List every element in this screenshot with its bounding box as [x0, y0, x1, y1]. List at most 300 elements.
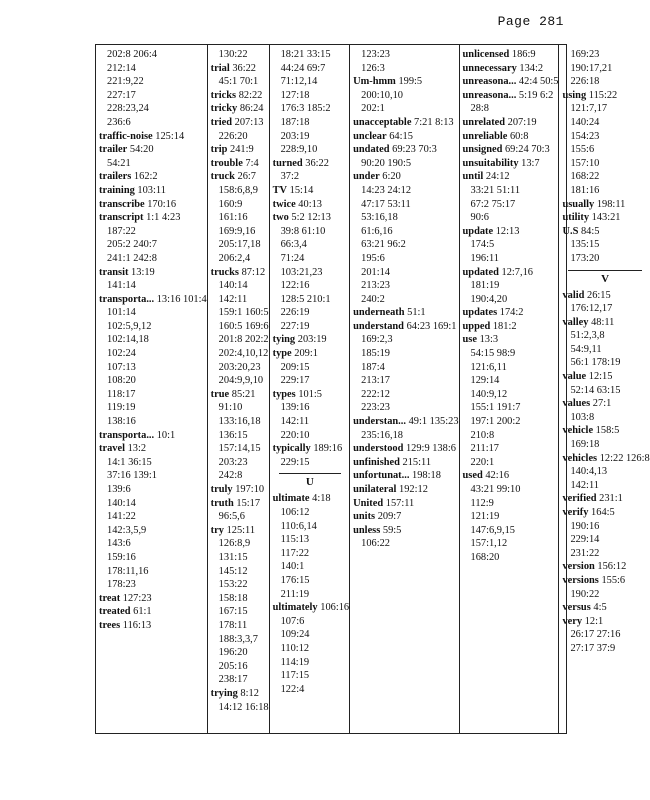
index-entry: [211, 157, 269, 171]
page-line-ref: 240:2: [361, 293, 385, 305]
index-entry: [562, 506, 649, 520]
index-entry: [353, 170, 458, 184]
page-line-ref: 115:22: [588, 89, 618, 101]
page-line-ref: 229:17: [280, 375, 310, 387]
index-term: treated: [99, 606, 131, 618]
page-line-ref: 181:19: [470, 280, 500, 292]
page-line-ref: 203:23: [218, 456, 248, 468]
index-column: [269, 45, 350, 733]
page-line-ref: 155:6: [570, 144, 595, 156]
index-term: tying: [272, 334, 296, 346]
page-line-ref: 12:22 126:8: [599, 452, 650, 464]
index-term: unsuitability: [462, 157, 519, 169]
index-entry: [562, 492, 649, 506]
page-line-ref: 13:16 101:4: [156, 293, 207, 305]
page-line-ref: 129:9 138:6: [405, 443, 456, 455]
page-line-ref: 42:4 50:5: [518, 76, 559, 88]
index-term: unacceptable: [353, 116, 412, 128]
index-entry: [273, 442, 350, 456]
index-entry: [273, 347, 350, 361]
page-line-ref: 139:6: [107, 484, 131, 495]
page-line-ref: 202:4,10,12: [218, 348, 269, 360]
page-line-ref: 212:14: [107, 62, 136, 74]
page-line-ref: 135:15: [570, 239, 600, 251]
index-entry: [273, 601, 350, 615]
page-line-ref: 102:24: [107, 348, 136, 360]
page-line-ref: 84:5: [580, 225, 600, 237]
page-line-ref: 169:9,16: [218, 225, 256, 237]
index-term: update: [462, 225, 494, 237]
index-entry: [562, 452, 649, 466]
index-entry: [273, 333, 350, 347]
page-line-ref: 118:17: [107, 388, 136, 400]
page-line-ref: 157:14,15: [218, 443, 261, 455]
index-entry: [562, 601, 649, 615]
page-line-ref: 87:12: [241, 266, 266, 278]
page-line-ref: 71:12,14: [280, 76, 318, 88]
index-term: typically: [272, 443, 311, 455]
index-term: used: [462, 470, 483, 482]
page-line-ref: 168:22: [570, 171, 600, 183]
page-line-ref: 24:12: [485, 171, 510, 183]
page-line-ref: 140:24: [570, 116, 600, 128]
page-line-ref: 229:15: [280, 456, 310, 468]
index-term: version: [562, 561, 595, 573]
page-line-ref: 13:2: [127, 443, 147, 455]
index-entry: [463, 130, 559, 144]
page-line-ref: 242:8: [218, 470, 243, 482]
index-term: verify: [562, 507, 589, 518]
index-entry: [99, 130, 207, 144]
index-term: tricky: [210, 103, 238, 115]
page-line-ref: 139:16: [280, 402, 310, 414]
page-line-ref: 140:9,12: [470, 388, 508, 400]
page-line-ref: 162:2: [133, 171, 158, 183]
page-line-ref: 188:3,3,7: [218, 633, 258, 645]
index-term: utility: [562, 212, 590, 224]
page-line-ref: 106:12: [280, 507, 310, 518]
page-line-ref: 161:16: [218, 212, 248, 224]
index-entry: [562, 89, 649, 103]
page-line-ref: 36:22: [232, 62, 256, 74]
page-line-ref: 39:8 61:10: [280, 225, 326, 237]
page-line-ref: 228:23,24: [107, 103, 149, 115]
page-line-ref: 226:19: [280, 307, 310, 319]
index-entry: [211, 143, 269, 157]
page-line-ref: 126:8,9: [218, 538, 251, 550]
page-line-ref: 221:9,22: [107, 76, 144, 88]
index-term: Um-hmm: [353, 76, 396, 88]
index-term: ultimate: [272, 493, 310, 505]
index-entry: [99, 592, 207, 606]
page-line-ref: 26:17 27:16: [570, 629, 621, 641]
page-line-ref: 198:18: [412, 470, 441, 482]
index-entry: [562, 225, 649, 239]
index-entry: [353, 483, 458, 497]
page-line-ref: 143:21: [591, 212, 621, 224]
index-term: trailers: [99, 171, 132, 183]
index-entry: [353, 469, 458, 483]
index-entry: [463, 89, 559, 103]
page-line-ref: 190:17,21: [570, 62, 613, 74]
index-entry: [273, 388, 350, 402]
page-line-ref: 18:21 33:15: [280, 49, 331, 60]
index-term: United: [353, 497, 384, 509]
page-line-ref: 220:1: [470, 456, 495, 468]
page-line-ref: 63:21 96:2: [361, 239, 406, 251]
page-line-ref: 176:12,17: [570, 303, 613, 315]
page-line-ref: 211:19: [280, 588, 310, 600]
index-term: until: [462, 171, 484, 183]
page-line-ref: 231:1: [599, 493, 623, 505]
page-line-ref: 178:23: [107, 579, 136, 591]
page-line-ref: 15:14: [289, 184, 314, 196]
index-entry: [99, 170, 207, 184]
page-line-ref: 231:22: [570, 547, 600, 559]
page-line-ref: 91:10: [218, 402, 243, 414]
page-line-ref: 47:17 53:11: [361, 198, 411, 210]
page-line-ref: 235:16,18: [361, 429, 403, 441]
page-line-ref: 102:5,9,12: [107, 320, 152, 332]
page-line-ref: 189:16: [313, 443, 343, 455]
page-line-ref: 140:14: [107, 497, 136, 509]
index-entry: [353, 320, 458, 334]
index-entry: [463, 157, 559, 171]
index-entry: [562, 574, 649, 588]
index-entry: [99, 266, 207, 280]
page-line-ref: 5:19 6:2: [518, 89, 554, 101]
index-term: valid: [562, 289, 585, 301]
index-entry: [353, 456, 458, 470]
index-term: transporta...: [99, 429, 155, 441]
index-term: very: [562, 615, 583, 627]
index-term: turned: [272, 157, 303, 169]
page-line-ref: 112:9: [470, 497, 494, 509]
page-line-ref: 28:8: [470, 103, 489, 115]
page-line-ref: 226:20: [218, 130, 248, 142]
page-line-ref: 42:16: [485, 470, 510, 482]
index-term: twice: [272, 198, 296, 210]
page-line-ref: 114:19: [280, 656, 310, 668]
page-line-ref: 157:11: [385, 497, 415, 509]
index-term: transporta...: [99, 293, 155, 305]
page-line-ref: 169:2,3: [361, 334, 393, 346]
page-line-ref: 52:14 63:15: [570, 384, 621, 396]
page-line-ref: 192:12: [399, 484, 428, 495]
page-line-ref: 178:11,16: [107, 565, 149, 577]
page-line-ref: 209:7: [377, 511, 402, 523]
page-line-ref: 203:19: [297, 334, 327, 346]
index-entry: [353, 442, 458, 456]
index-term: trial: [210, 62, 230, 74]
index-entry: [211, 497, 269, 511]
page-line-ref: 12:1: [584, 615, 604, 627]
page-line-ref: 173:20: [570, 252, 600, 264]
page-line-ref: 141:22: [107, 511, 136, 523]
page-line-ref: 101:5: [298, 388, 322, 400]
index-term: types: [272, 388, 296, 400]
page-line-ref: 203:20,23: [218, 361, 261, 373]
index-entry: [353, 75, 458, 89]
page-line-ref: 4:5: [593, 602, 607, 614]
index-entry: [562, 316, 649, 330]
page-line-ref: 195:6: [361, 252, 385, 264]
index-entry: [463, 333, 559, 347]
index-entry: [99, 143, 207, 157]
page-line-ref: 6:20: [382, 171, 401, 183]
page-line-ref: 157:1,12: [470, 538, 508, 550]
page-line-ref: 202:1: [361, 103, 385, 115]
page-line-ref: 121:7,17: [570, 103, 608, 115]
page-line-ref: 64:15: [389, 130, 413, 142]
index-term: trouble: [210, 157, 243, 169]
page-line-ref: 125:11: [226, 524, 256, 536]
index-entry: [562, 370, 649, 384]
index-entry: [273, 184, 350, 198]
page-line-ref: 49:1 135:23: [408, 416, 459, 428]
index-term: value: [562, 371, 587, 383]
index-entry: [211, 266, 269, 280]
page-line-ref: 82:22: [238, 89, 263, 101]
page-line-ref: 236:6: [107, 116, 131, 128]
page-line-ref: 115:13: [280, 534, 310, 546]
page-line-ref: 169:18: [570, 439, 600, 451]
page-line-ref: 223:23: [361, 402, 390, 414]
page-line-ref: 181:16: [570, 184, 600, 196]
page-line-ref: 207:19: [507, 116, 537, 128]
page-line-ref: 51:1: [407, 307, 426, 319]
page-line-ref: 207:13: [234, 116, 264, 128]
page-line-ref: 109:24: [280, 629, 310, 641]
page-line-ref: 197:10: [235, 484, 265, 495]
index-term: undated: [353, 144, 390, 156]
index-entry: [273, 157, 350, 171]
page-line-ref: 206:2,4: [218, 252, 251, 264]
page-line-ref: 53:16,18: [361, 212, 398, 224]
index-term: trying: [210, 687, 238, 699]
page-line-ref: 12:15: [588, 371, 613, 383]
index-term: vehicle: [562, 425, 594, 437]
page-line-ref: 155:6: [601, 574, 626, 586]
page-line-ref: 158:5: [595, 425, 620, 437]
page-line-ref: 5:2 12:13: [291, 212, 331, 224]
index-entry: [562, 198, 649, 212]
page-line-ref: 103:21,23: [280, 266, 323, 278]
index-entry: [463, 225, 559, 239]
page-line-ref: 106:22: [361, 538, 390, 550]
index-term: using: [562, 89, 587, 101]
index-entry: [562, 397, 649, 411]
index-entry: [211, 116, 269, 130]
page-line-ref: 7:4: [245, 157, 259, 169]
page-line-ref: 117:22: [280, 547, 310, 559]
page-line-ref: 157:10: [570, 157, 600, 169]
index-term: valley: [562, 316, 589, 328]
page-line-ref: 37:2: [280, 171, 300, 183]
page-line-ref: 54:21: [107, 157, 131, 169]
page-line-ref: 12:13: [495, 225, 520, 237]
index-column: [349, 45, 458, 733]
page-line-ref: 228:9,10: [280, 144, 318, 156]
index-term: type: [272, 348, 292, 360]
index-term: trees: [99, 619, 121, 631]
page-line-ref: 156:12: [597, 561, 627, 573]
index-entry: [273, 492, 350, 506]
index-entry: [211, 483, 269, 497]
index-entry: [99, 442, 207, 456]
page-line-ref: 61:1: [133, 606, 152, 618]
index-entry: [353, 415, 458, 429]
index-entry: [211, 388, 269, 402]
index-term: truth: [210, 497, 234, 509]
index-term: transcribe: [99, 198, 145, 210]
index-term: unfinished: [353, 456, 400, 468]
page-line-ref: 7:21 8:13: [414, 116, 454, 128]
page-line-ref: 138:16: [107, 416, 136, 428]
page-line-ref: 140:1: [280, 561, 305, 573]
index-entry: [211, 62, 269, 76]
index-entry: [562, 560, 649, 574]
page-line-ref: 117:15: [280, 670, 310, 682]
index-term: unrelated: [462, 116, 506, 128]
page-line-ref: 178:11: [218, 619, 248, 631]
index-term: transit: [99, 266, 129, 278]
page-line-ref: 199:5: [398, 76, 423, 88]
page-line-ref: 186:9: [511, 49, 536, 60]
page-line-ref: 85:21: [231, 388, 256, 400]
page-line-ref: 10:1: [156, 429, 176, 441]
page-line-ref: 140:4,13: [570, 466, 608, 478]
page-line-ref: 142:3,5,9: [107, 524, 147, 536]
page-line-ref: 210:8: [470, 429, 495, 441]
index-term: training: [99, 184, 135, 196]
page-line-ref: 36:22: [305, 157, 329, 169]
page-line-ref: 27:17 37:9: [570, 642, 616, 654]
index-entry: [463, 320, 559, 334]
index-entry: [463, 143, 559, 157]
page-line-ref: 190:16: [570, 520, 600, 532]
page-line-ref: 154:23: [570, 130, 600, 142]
page-line-ref: 131:15: [218, 551, 248, 563]
index-entry: [562, 289, 649, 303]
index-entry: [353, 306, 458, 320]
page-line-ref: 133:16,18: [218, 416, 261, 428]
page-line-ref: 13:19: [131, 266, 155, 278]
page-line-ref: 187:4: [361, 361, 385, 373]
index-term: U.S: [562, 225, 579, 237]
page-line-ref: 181:2: [492, 320, 517, 332]
page-number: Page 281: [497, 14, 564, 29]
page-line-ref: 213:23: [361, 280, 390, 292]
page-line-ref: 128:5 210:1: [280, 293, 331, 305]
index-column: [207, 45, 269, 733]
index-entry: [211, 170, 269, 184]
page-line-ref: 222:12: [361, 388, 390, 400]
page-line-ref: 200:10,10: [361, 89, 403, 101]
page-line-ref: 44:24 69:7: [280, 62, 326, 74]
page-line-ref: 59:5: [382, 524, 402, 536]
index-term: under: [353, 171, 380, 183]
page-line-ref: 1:1 4:23: [146, 212, 181, 224]
page-line-ref: 103:11: [137, 184, 166, 196]
page-line-ref: 121:6,11: [470, 361, 507, 373]
page-line-ref: 215:11: [402, 456, 432, 468]
index-term: travel: [99, 443, 125, 455]
section-letter: U: [279, 473, 342, 490]
index-entry: [273, 211, 350, 225]
page-line-ref: 220:10: [280, 429, 310, 441]
index-column: [459, 45, 559, 733]
page-line-ref: 174:5: [470, 239, 495, 251]
page-line-ref: 190:4,20: [470, 293, 508, 305]
word-index: [95, 44, 650, 734]
page-line-ref: 116:13: [122, 619, 152, 631]
index-entry: [99, 184, 207, 198]
page-line-ref: 108:20: [107, 375, 136, 387]
index-entry: [99, 619, 207, 633]
page-line-ref: 164:5: [591, 507, 615, 518]
page-line-ref: 187:22: [107, 225, 136, 237]
index-entry: [463, 48, 559, 62]
page-line-ref: 142:11: [280, 416, 310, 428]
index-entry: [562, 424, 649, 438]
index-entry: [99, 198, 207, 212]
page-line-ref: 51:2,3,8: [570, 330, 605, 342]
index-term: trucks: [210, 266, 239, 278]
page-line-ref: 103:8: [570, 411, 595, 423]
index-term: traffic-noise: [99, 130, 153, 142]
index-term: upped: [462, 320, 491, 332]
page-line-ref: 101:14: [107, 307, 136, 319]
index-term: unreasona...: [462, 76, 517, 88]
index-term: values: [562, 398, 591, 410]
page-line-ref: 142:11: [570, 479, 599, 491]
page-line-ref: 140:14: [218, 280, 248, 292]
page-line-ref: 229:14: [570, 534, 600, 546]
index-entry: [211, 524, 269, 538]
page-line-ref: 64:23 169:1: [406, 320, 457, 332]
index-entry: [562, 211, 649, 225]
index-term: versus: [562, 602, 591, 614]
page-line-ref: 155:1 191:7: [470, 402, 521, 414]
page-line-ref: 110:12: [280, 642, 310, 654]
index-entry: [353, 510, 458, 524]
page-line-ref: 54:9,11: [570, 343, 602, 355]
page-line-ref: 26:7: [237, 171, 257, 183]
page-line-ref: 66:3,4: [280, 239, 307, 251]
index-term: usually: [562, 198, 595, 210]
index-entry: [562, 615, 649, 629]
page-line-ref: 69:23 70:3: [392, 144, 437, 156]
page-line-ref: 61:6,16: [361, 225, 393, 237]
index-term: trip: [210, 144, 228, 156]
page-line-ref: 40:13: [298, 198, 322, 210]
page-line-ref: 15:17: [236, 497, 261, 509]
index-term: treat: [99, 592, 121, 604]
page-line-ref: 134:2: [519, 62, 544, 74]
index-entry: [463, 75, 559, 89]
index-term: unilateral: [353, 484, 397, 495]
page-line-ref: 69:24 70:3: [504, 144, 550, 156]
page-line-ref: 54:20: [129, 144, 154, 156]
index-term: underneath: [353, 307, 405, 319]
index-entry: [99, 429, 207, 443]
page-line-ref: 158:18: [218, 592, 248, 604]
page-line-ref: 14:1 36:15: [107, 456, 152, 468]
index-entry: [463, 306, 559, 320]
index-term: try: [210, 524, 224, 536]
page-line-ref: 60:8: [509, 130, 529, 142]
